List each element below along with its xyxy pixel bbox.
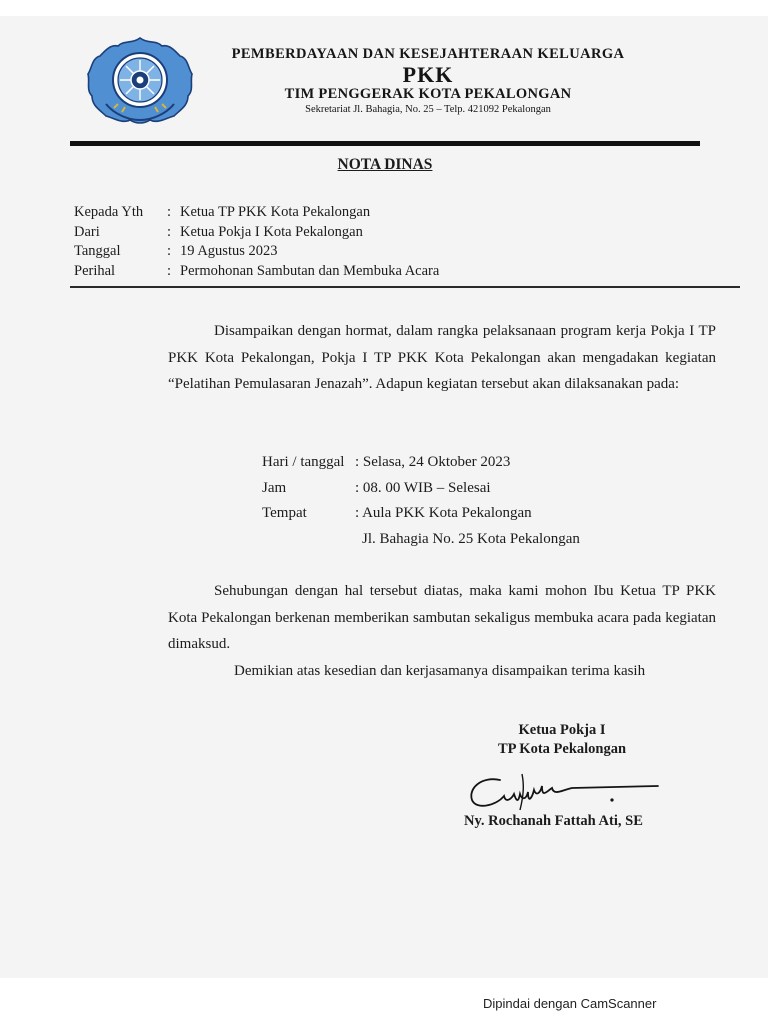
detail-label: Hari / tanggal: [262, 454, 345, 470]
detail-label: Tempat: [262, 505, 307, 521]
document-title: NOTA DINAS: [337, 156, 433, 173]
memo-header: [74, 203, 439, 281]
meta-colon: :: [167, 243, 172, 259]
meta-row-date: [74, 242, 439, 262]
detail-row-day: [262, 450, 580, 476]
event-details: [262, 450, 580, 552]
closing-sentence: Demikian atas kesedian dan kerjasamanya disampaikan terima kasih: [234, 663, 646, 679]
signer-organization: TP Kota Pekalongan: [497, 741, 627, 757]
meta-value: Permohonan Sambutan dan Membuka Acara: [180, 262, 440, 279]
detail-row-time: [262, 476, 580, 502]
pkk-logo-icon: [84, 34, 196, 126]
meta-value: Ketua Pokja I Kota Pekalongan: [180, 223, 363, 240]
detail-value: : Selasa, 24 Oktober 2023: [355, 454, 511, 470]
letterhead-divider: [70, 141, 700, 146]
meta-colon: :: [167, 262, 172, 279]
organization-name: PEMBERDAYAAN DAN KESEJAHTERAAN KELUARGA: [231, 46, 625, 62]
signature-block: [440, 721, 684, 759]
meta-label: Kepada Yth: [74, 204, 144, 220]
meta-row-subject: [74, 262, 439, 282]
meta-row-recipient: [74, 203, 439, 223]
request-paragraph: Sehubungan dengan hal tersebut diatas, maka kami mohon Ibu Ketua TP PKK Kota Pekalongan berkenan memberikan sambutan sekaligus membuka acara pada kegiatan dimaksud.: [168, 583, 716, 652]
meta-value: Ketua TP PKK Kota Pekalongan: [180, 204, 371, 220]
meta-label: Perihal: [74, 262, 116, 279]
meta-colon: :: [167, 204, 172, 220]
detail-row-place: [262, 501, 580, 527]
meta-colon: :: [167, 223, 172, 240]
secretariat-address: Sekretariat Jl. Bahagia, No. 25 – Telp. 421092 Pekalongan: [305, 104, 551, 115]
meta-row-sender: [74, 223, 439, 243]
detail-value: : Aula PKK Kota Pekalongan: [355, 505, 532, 521]
detail-label: Jam: [262, 479, 287, 496]
meta-label: Dari: [74, 223, 100, 240]
letterhead: [200, 46, 656, 115]
signer-name: Ny. Rochanah Fattah Ati, SE: [464, 813, 643, 829]
header-divider: [70, 286, 740, 288]
organization-acronym: PKK: [402, 62, 454, 87]
detail-value: : 08. 00 WIB – Selesai: [355, 479, 491, 496]
signer-position: Ketua Pokja I: [518, 722, 606, 738]
scanner-watermark: Dipindai dengan CamScanner: [483, 996, 657, 1011]
place-address: Jl. Bahagia No. 25 Kota Pekalongan: [362, 530, 580, 547]
meta-label: Tanggal: [74, 243, 121, 259]
opening-paragraph: Disampaikan dengan hormat, dalam rangka pelaksanaan program kerja Pokja I TP PKK Kota Pekalongan, Pokja I TP PKK Kota Pekalongan akan mengadakan kegiatan “Pelatihan Pemulasaran Jenazah”. Adapun kegiatan tersebut akan dilaksanakan pada:: [168, 323, 716, 392]
meta-value: 19 Agustus 2023: [180, 243, 278, 259]
team-name: TIM PENGGERAK KOTA PEKALONGAN: [284, 86, 572, 102]
